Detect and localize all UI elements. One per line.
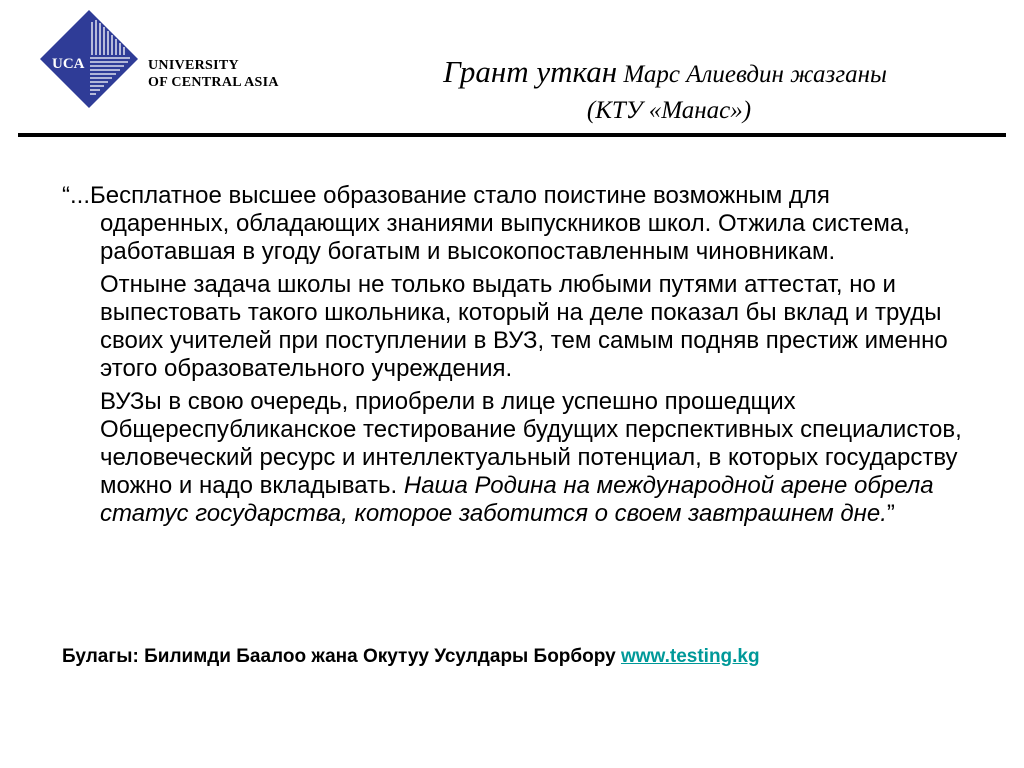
title-line xyxy=(330,54,1000,96)
source-link[interactable]: www.testing.kg xyxy=(620,646,760,667)
uca-logo xyxy=(40,10,138,108)
quote-closing-mark: ” xyxy=(886,500,895,527)
quote-paragraph-3-text: ВУЗы в свою очередь, приобрели в лице успешно прошедщих Общереспубликанское тестирование будущих перспективных специалистов, человеческий ресурс и интеллектуальный потенциал, в которых государству можно и надо вкладывать. xyxy=(100,388,962,499)
quote-block xyxy=(62,182,962,533)
source-line xyxy=(62,644,760,670)
quote-paragraph-2: Отныне задача школы не только выдать любыми путями аттестат, но и выпестовать такого школьника, который на деле показал бы вклад и труды своих учителей при поступлении в ВУЗ, тем самым подняв престиж именно этого образовательного учреждения. xyxy=(100,271,948,382)
header-divider xyxy=(18,133,1006,137)
university-name xyxy=(148,57,279,91)
quote-paragraph-1: “...Бесплатное высшее образование стало поистине возможным для одаренных, обладающих знаниями выпускников школ. Отжила система, работавшая в угоду богатым и высокопоставленным чиновникам. xyxy=(62,182,910,265)
title-subtitle: (КТУ «Манас») xyxy=(586,97,752,124)
logo-letters: UCA xyxy=(52,56,85,72)
title-main: Грант уткан xyxy=(443,54,618,89)
uca-logo-diamond xyxy=(40,10,138,108)
quote-paragraph-3-italic: Наша Родина на международной арене обрела статус государства, которое заботится о своем завтрашнем дне. xyxy=(100,472,934,527)
university-name-line1: UNIVERSITY xyxy=(148,58,239,73)
title-rest: Марс Алиевдин жазганы xyxy=(617,61,887,88)
quote-paragraph-3 xyxy=(62,388,962,528)
page-title xyxy=(330,54,1000,126)
source-label: Булагы: Билимди Баалоо жана Окутуу Усулдары Борбору xyxy=(62,646,621,667)
university-name-line2: OF CENTRAL ASIA xyxy=(148,75,279,90)
